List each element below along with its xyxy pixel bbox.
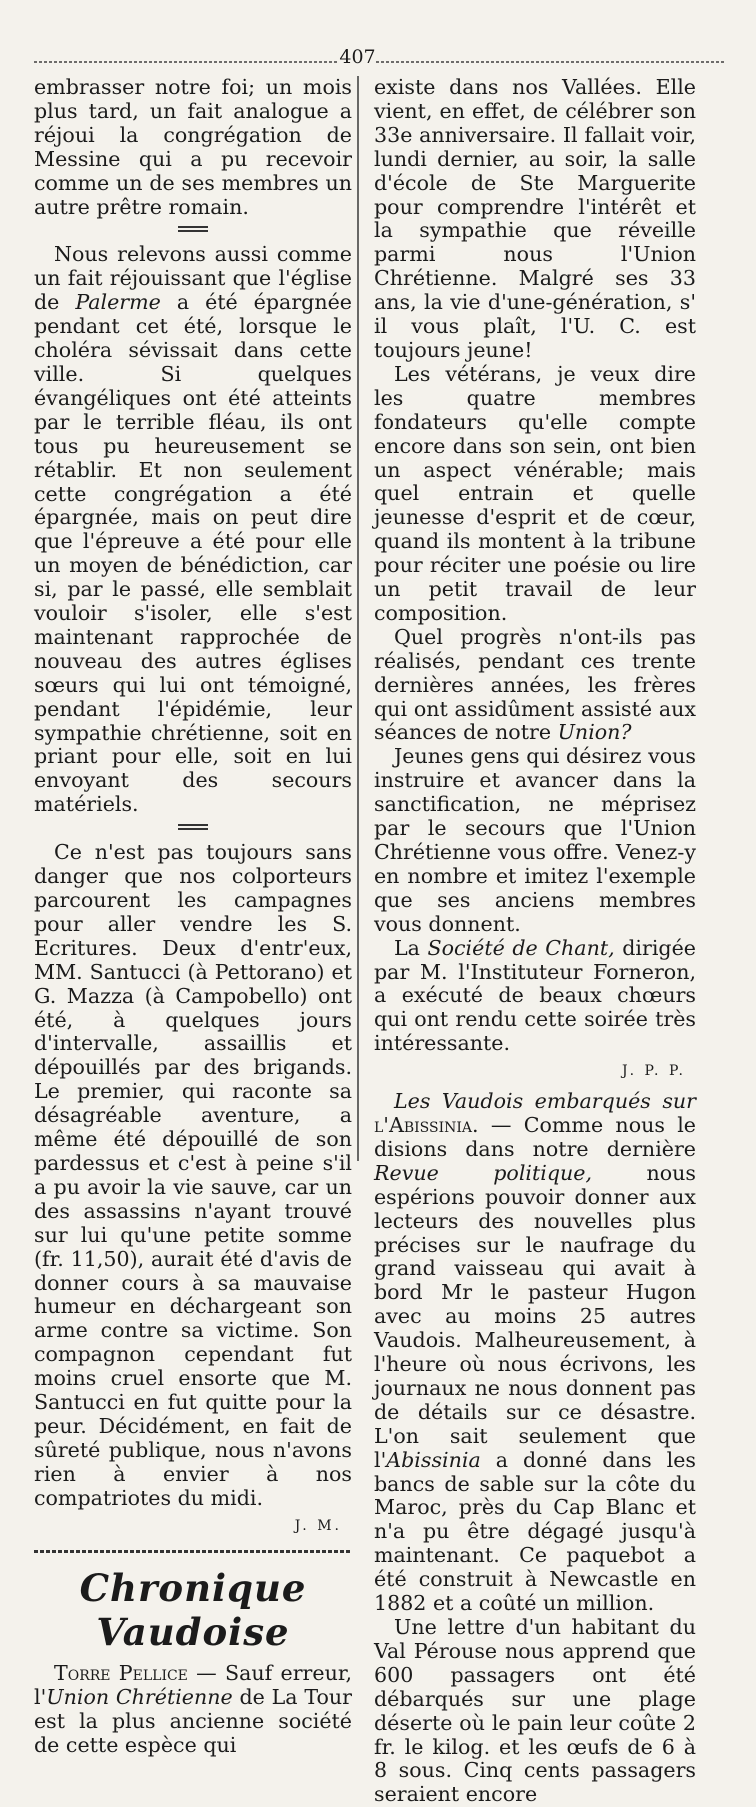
paragraph-palerme <box>34 243 352 817</box>
signature-jm: J. M. <box>294 1517 342 1534</box>
right-column <box>374 76 696 1807</box>
abissinia-text-c: a donné dans les bancs de sable sur la côte du Maroc, près du Cap Blanc et n'a pu être dégagé jusqu'à maintenant. Ce paquebot a été construit à Newcastle en 1882 et a coûté un million. <box>374 1447 696 1616</box>
chant-text-a: La <box>394 935 428 960</box>
union-chretienne-name: Union Chrétienne <box>46 1685 233 1710</box>
torre-pellice-text-a: — Sauf erreur, l' <box>34 1661 352 1710</box>
paragraph-colporteurs: Ce n'est pas toujours sans danger que nos colporteurs parcourent les campagnes pour aller vendre les S. Ecritures. Deux d'entr'eux, MM. Santucci (à Pettorano) et G. Mazza (à Campobello) ont été, à quelques jours d'intervalle, assaillis et dépouillés par des brigands. Le premier, qui raconte sa désagréable aventure, a même été dépouillé de son pardessus et c'est à peine s'il a pu avoir la vie sauve, car un des assassins n'ayant trouvé sur lui qu'une petite somme (fr. 11,50), aurait été d'avis de donner cours à sa mauvaise humeur en déchargeant son arme contre sa victime. Son compagnon cependant fut moins cruel ensorte que M. Santucci en fut quitte pour la peur. Décidément, en fait de sûreté publique, nous n'avons rien à envier à nos compatriotes du midi. <box>34 840 352 1510</box>
paragraph-val-perouse-letter: Une lettre d'un habitant du Val Pérouse nous apprend que 600 passagers ont été débarqués sur une plage déserte où le pain leur coûte 2 fr. le kilog. et les œufs de 6 à 8 sous. Cinq cents passagers seraient encore <box>374 1615 696 1807</box>
torre-pellice-lead: Torre Pellice <box>54 1661 188 1686</box>
column-divider <box>357 76 359 1161</box>
signature-jpp: J. P. P. <box>622 1063 686 1080</box>
paragraph-messine: embrasser notre foi; un mois plus tard, un fait analogue a réjoui la congrégation de Messine qui a pu recevoir comme un de ses membres un autre prêtre romain. <box>34 75 352 219</box>
progress-text: Quel progrès n'ont-ils pas réalisés, pendant ces trente dernières années, les frères qui ont assidûment assisté aux séances de notre <box>374 624 696 745</box>
section-separator <box>34 819 352 837</box>
abissinia-text-b: nous espérions pouvoir donner aux lecteurs des nouvelles plus précises sur le naufrage du grand vaisseau qui avait à bord Mr le pasteur Hugon avec au moins 25 autres Vaudois. Malheureusement, à l'heure où nous écrivons, les journaux ne nous donnent pas de détails sur ce désastre. L'on sait seulement que l' <box>374 1160 697 1472</box>
revue-politique: Revue politique, <box>374 1160 593 1185</box>
header-rule-right <box>376 61 724 63</box>
societe-de-chant: Société de Chant, <box>427 935 615 960</box>
abissinia-heading: Les Vaudois embarqués sur <box>394 1089 696 1114</box>
abissinia-ship-name: l'Abissinia. <box>374 1112 479 1137</box>
paragraph-abissinia <box>374 1090 696 1616</box>
paragraph-torre-pellice <box>34 1662 352 1758</box>
page-number: 407 <box>339 46 376 68</box>
palerme-city: Palerme <box>75 290 161 315</box>
section-heading-chronique: Chronique Vaudoise <box>79 1566 307 1655</box>
palerme-text-a: Nous relevons aussi comme un fait réjouissant que l'église de <box>34 242 352 315</box>
union-name: Union? <box>557 720 632 745</box>
paragraph-societe-chant <box>374 937 696 1057</box>
paragraph-veterans: Les vétérans, je veux dire les quatre membres fondateurs qu'elle compte encore dans son sein, ont bien un aspect vénérable; mais quel entrain et quelle jeunesse d'esprit et de cœur, quand ils montent à la tribune pour réciter une poésie ou lire un petit travail de leur composition. <box>374 361 696 625</box>
page-header <box>34 46 724 68</box>
abissinia-name: Abissinia <box>386 1447 481 1472</box>
abissinia-text-a: — Comme nous le disions dans notre dernière <box>374 1112 696 1161</box>
palerme-text-b: a été épargnée pendant cet été, lorsque le choléra sévissait dans cette ville. Si quelques évangéliques ont été atteints par le terrible fléau, ils ont tous pu heureusement se rétablir. Et non seulement cette congrégation a été épargnée, mais on peut dire que l'épreuve a été pour elle un moyen de bénédiction, car si, par le passé, elle semblait vouloir s'isoler, elle s'est maintenant rapprochée de nouveau des autres églises sœurs qui lui ont témoigné, pendant l'épidémie, leur sympathie chrétienne, soit en priant pour elle, soit en lui envoyant des secours matériels. <box>34 290 352 817</box>
torre-pellice-text-b: de La Tour est la plus ancienne société de cette espèce qui <box>34 1685 353 1758</box>
paragraph-union-anniversary: existe dans nos Vallées. Elle vient, en effet, de célébrer son 33e anniversaire. Il fallait voir, lundi dernier, au soir, la salle d'école de Ste Marguerite pour comprendre l'intérêt et la sympathie que réveille parmi nous l'Union Chrétienne. Malgré ses 33 ans, la vie d'une-génération, s' il vous plaît, l'U. C. est toujours jeune! <box>374 75 696 362</box>
paragraph-young-people: Jeunes gens qui désirez vous instruire et avancer dans la sanctification, ne méprisez par le secours que l'Union Chrétienne vous offre. Venez-y en nombre et imitez l'exemple que ses anciens membres vous donnent. <box>374 744 696 936</box>
paragraph-progress <box>374 626 696 746</box>
left-column <box>34 76 352 1758</box>
section-rule <box>34 1544 352 1558</box>
header-rule-left <box>34 61 339 63</box>
section-separator <box>34 221 352 239</box>
chant-text-b: dirigée par M. l'Instituteur Forneron, a exécuté de beaux chœurs qui ont rendu cette soirée très intéressante. <box>374 935 696 1056</box>
